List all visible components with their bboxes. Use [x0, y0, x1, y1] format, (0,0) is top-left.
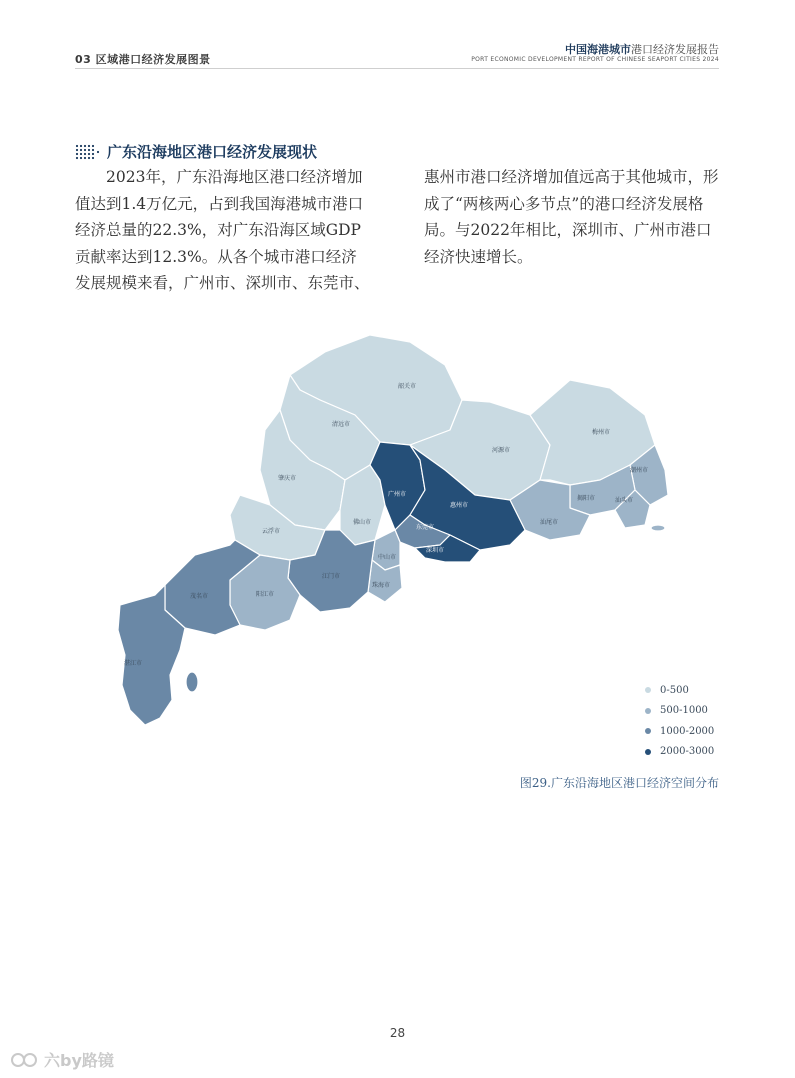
map-legend	[645, 680, 714, 762]
header-brand: 中国海港城市	[565, 43, 631, 56]
label-zhanjiang: 湛江市	[124, 660, 143, 667]
label-meizhou: 梅州市	[592, 429, 611, 436]
header-report-name: 港口经济发展报告	[631, 43, 719, 56]
label-heyuan: 河源市	[492, 447, 511, 454]
region-nanao-island	[651, 525, 665, 531]
label-jieyang: 揭阳市	[577, 495, 596, 502]
legend-item	[645, 742, 714, 763]
page-number: 28	[389, 1026, 406, 1040]
header-divider	[75, 68, 719, 69]
label-zhuhai: 珠海市	[372, 582, 391, 589]
label-jiangmen: 江门市	[322, 573, 341, 580]
watermark	[10, 1048, 114, 1071]
label-shenzhen: 深圳市	[426, 547, 445, 554]
header-section-label: 03 区域港口经济发展图景	[75, 53, 211, 66]
body-text-right: 惠州市港口经济增加值远高于其他城市，形成了“两核两心多节点”的港口经济发展格局。与2022年相比，深圳市、广州市港口经济快速增长。	[424, 168, 719, 266]
legend-item	[645, 680, 714, 701]
dotted-grid-icon	[75, 144, 101, 160]
section-title: 广东沿海地区港口经济发展现状	[107, 143, 318, 161]
body-text-left: 2023年，广东沿海地区港口经济增加值达到1.4万亿元，占到我国海港城市港口经济总量的22.3%，对广东沿海区域GDP贡献率达到12.3%。从各个城市港口经济发展规模来看，广州市、深圳市、东莞市、	[75, 168, 370, 292]
label-shaoguan: 韶关市	[398, 383, 417, 390]
legend-item	[645, 721, 714, 742]
label-zhongshan: 中山市	[378, 554, 397, 561]
label-shanwei: 汕尾市	[540, 519, 559, 526]
legend-dot	[645, 708, 651, 714]
guangdong-map	[110, 330, 680, 730]
header-report-title	[565, 41, 719, 57]
label-guangzhou: 广州市	[388, 491, 407, 498]
legend-dot	[645, 749, 651, 755]
section-heading	[75, 141, 317, 162]
watermark-logo-icon	[10, 1050, 40, 1070]
label-shantou: 汕头市	[615, 497, 634, 504]
label-huizhou: 惠州市	[450, 502, 469, 509]
figure-caption: 图29.广东沿海地区港口经济空间分布	[519, 776, 719, 790]
label-zhaoqing: 肇庆市	[278, 475, 297, 482]
label-maoming: 茂名市	[190, 593, 209, 600]
label-chaozhou: 潮州市	[630, 467, 649, 474]
header-report-title-en: PORT ECONOMIC DEVELOPMENT REPORT OF CHINESE SEAPORT CITIES 2024	[471, 56, 719, 63]
region-island-west	[186, 672, 198, 692]
label-foshan: 佛山市	[353, 519, 372, 526]
legend-item	[645, 701, 714, 722]
label-yangjiang: 阳江市	[256, 591, 275, 598]
legend-dot	[645, 728, 651, 734]
map-svg	[110, 330, 680, 730]
watermark-text: 六by路镜	[44, 1051, 114, 1070]
legend-label: 0-500	[660, 684, 689, 696]
label-qingyuan: 清远市	[332, 421, 351, 428]
legend-dot	[645, 687, 651, 693]
legend-label: 500-1000	[660, 705, 708, 717]
legend-label: 1000-2000	[660, 725, 715, 737]
label-dongguan: 东莞市	[416, 524, 435, 531]
legend-label: 2000-3000	[660, 746, 715, 758]
label-yunfu: 云浮市	[262, 528, 281, 535]
